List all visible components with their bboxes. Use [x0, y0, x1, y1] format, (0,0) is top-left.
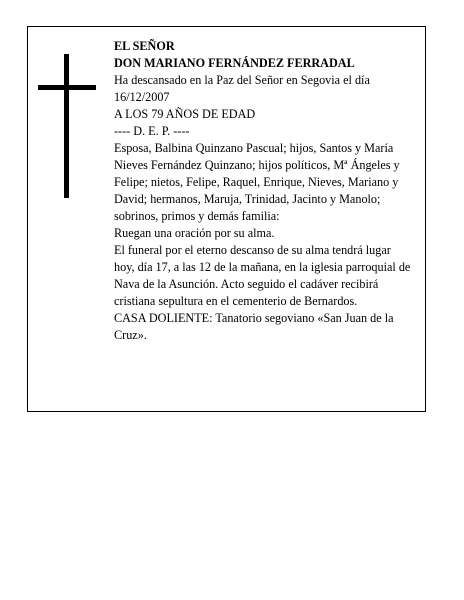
- cross-vertical-bar: [64, 54, 69, 198]
- rip-line: ---- D. E. P. ----: [114, 124, 190, 138]
- prayer-request: Ruegan una oración por su alma.: [114, 226, 275, 240]
- mourning-house: CASA DOLIENTE: Tanatorio segoviano «San Juan de la Cruz».: [114, 311, 394, 342]
- cross-icon: [38, 54, 96, 198]
- family-list: Esposa, Balbina Quinzano Pascual; hijos, Santos y María Nieves Fernández Quinzano; hijos políticos, Mª Ángeles y Felipe; nietos, Felipe, Raquel, Enrique, Nieves, Mariano y David; hermanos, Maruja, Trinidad, Jacinto y Manolo; sobrinos, primos y demás familia:: [114, 141, 400, 223]
- cross-horizontal-bar: [38, 85, 96, 90]
- age: A LOS 79 AÑOS DE EDAD: [114, 107, 256, 121]
- obituary-text: [114, 38, 414, 344]
- announcement: Ha descansado en la Paz del Señor en Segovia el día 16/12/2007: [114, 73, 370, 104]
- deceased-name: DON MARIANO FERNÁNDEZ FERRADAL: [114, 56, 355, 70]
- funeral-details: El funeral por el eterno descanso de su alma tendrá lugar hoy, día 17, a las 12 de la mañana, en la iglesia parroquial de Nava de la Asunción. Acto seguido el cadáver recibirá cristiana sepultura en el cementerio de Bernardos.: [114, 243, 411, 308]
- title-line-1: EL SEÑOR: [114, 39, 175, 53]
